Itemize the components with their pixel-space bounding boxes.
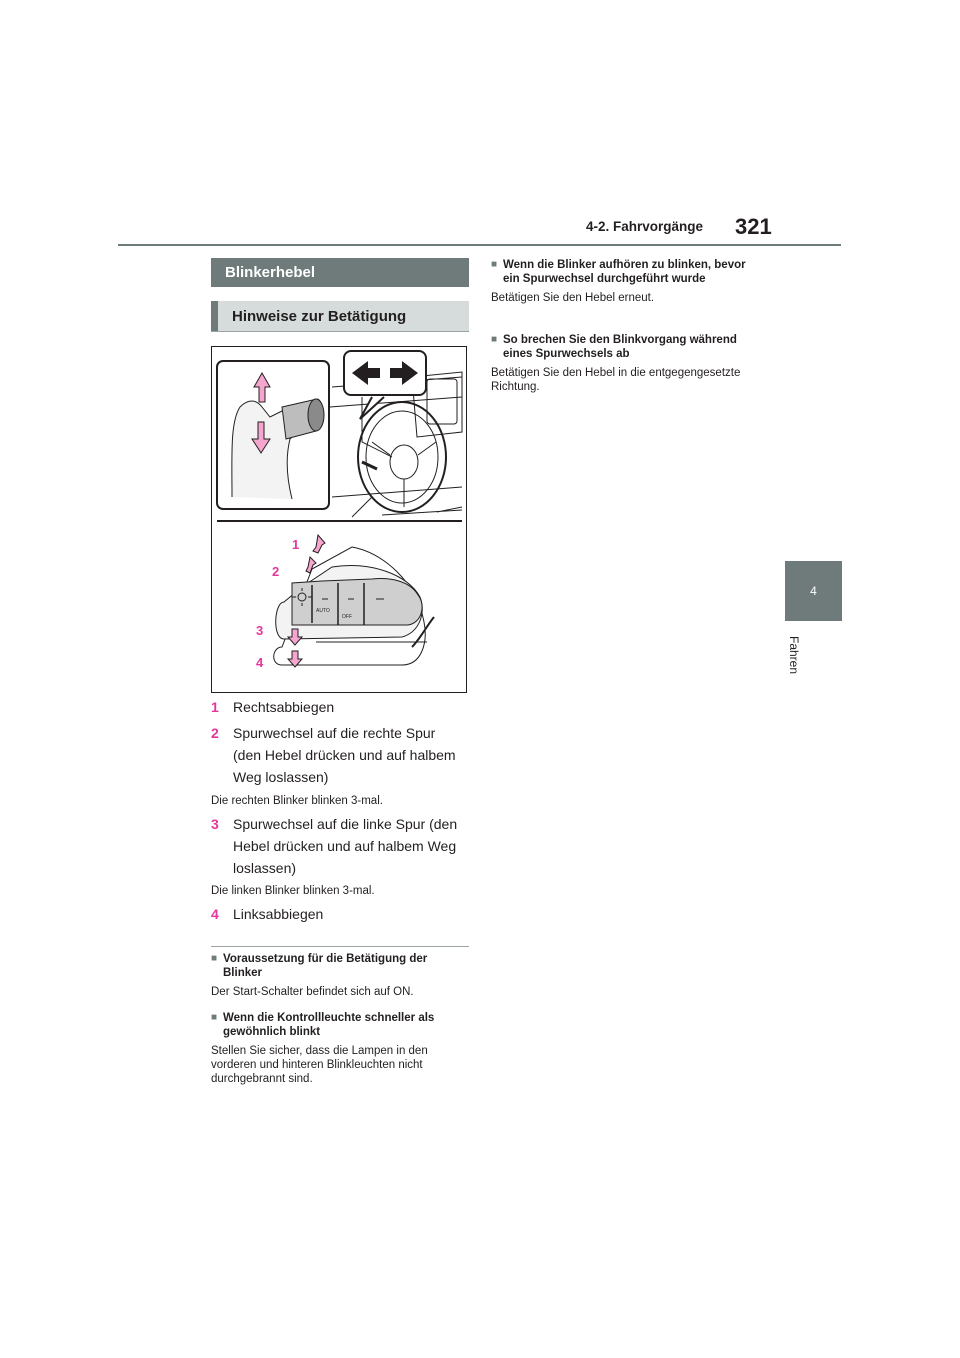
callout-3: 3 <box>256 623 264 638</box>
step-note-left: Die linken Blinker blinken 3-mal. <box>211 885 375 897</box>
note-body: Betätigen Sie den Hebel erneut. <box>491 292 655 304</box>
note-1 <box>211 952 469 999</box>
sub-heading-text: Hinweise zur Betätigung <box>232 307 407 325</box>
lever-inset <box>217 361 329 509</box>
main-heading <box>211 258 469 287</box>
step-4 <box>211 903 469 925</box>
step-text: Rechtsabbiegen <box>233 699 335 715</box>
switch-label-off: OFF <box>342 614 352 620</box>
step-text: Spurwechsel auf die linke Spur (den Hebel drücken und auf halbem Weg loslassen) <box>233 816 458 876</box>
note-3 <box>491 258 749 305</box>
note-heading: ■ Wenn die Kontrollleuchte schneller als gewöhnlich blinkt <box>211 1012 435 1038</box>
step-number: 3 <box>211 816 219 832</box>
turn-signal-figure <box>211 346 467 693</box>
note-heading: ■ Voraussetzung für die Betätigung der Blinker <box>211 953 428 979</box>
square-bullet-icon: ■ <box>211 953 218 964</box>
notes-rule <box>211 946 469 947</box>
callout-4: 4 <box>256 655 264 670</box>
direction-callout <box>344 351 426 419</box>
callout-2: 2 <box>272 564 280 579</box>
step-text: Spurwechsel auf die rechte Spur (den Hebel drücken und auf halbem Weg loslassen) <box>233 725 456 785</box>
header-rule <box>118 244 841 246</box>
main-heading-text: Blinkerhebel <box>225 264 316 281</box>
step-number: 4 <box>211 906 219 922</box>
step-2 <box>211 722 469 788</box>
chapter-name: Fahren <box>787 635 801 675</box>
note-heading: ■ Wenn die Blinker aufhören zu blinken, bevor ein Spurwechsel durchgeführt wurde <box>491 259 746 285</box>
sub-heading-rule <box>211 331 469 332</box>
chapter-tab[interactable] <box>785 561 842 621</box>
chapter-number: 4 <box>810 584 817 598</box>
step-3 <box>211 813 469 879</box>
step-note-right: Die rechten Blinker blinken 3-mal. <box>211 795 383 807</box>
switch-label-auto: AUTO <box>316 608 330 614</box>
note-body: Betätigen Sie den Hebel in die entgegengesetzte Richtung. <box>491 367 741 393</box>
callout-1: 1 <box>292 537 300 552</box>
note-heading: ■ So brechen Sie den Blinkvorgang während eines Spurwechsels ab <box>491 334 737 360</box>
figure-illustration <box>212 347 466 692</box>
section-label: 4-2. Fahrvorgänge <box>586 219 704 234</box>
step-1 <box>211 696 469 718</box>
step-number: 1 <box>211 699 219 715</box>
sub-heading <box>211 301 469 331</box>
step-text: Linksabbiegen <box>233 906 324 922</box>
square-bullet-icon: ■ <box>211 1012 218 1023</box>
note-body: Stellen Sie sicher, dass die Lampen in den vorderen und hinteren Blinkleuchten nicht durchgebrannt sind. <box>211 1045 428 1085</box>
lever-positions <box>274 547 434 665</box>
square-bullet-icon: ■ <box>491 334 498 345</box>
page-number: 321 <box>735 214 772 239</box>
step-number: 2 <box>211 725 219 741</box>
arrow-up-full-icon <box>313 535 325 553</box>
square-bullet-icon: ■ <box>491 259 498 270</box>
note-2 <box>211 1011 469 1086</box>
note-4 <box>491 333 749 394</box>
note-body: Der Start-Schalter befindet sich auf ON. <box>211 986 414 998</box>
